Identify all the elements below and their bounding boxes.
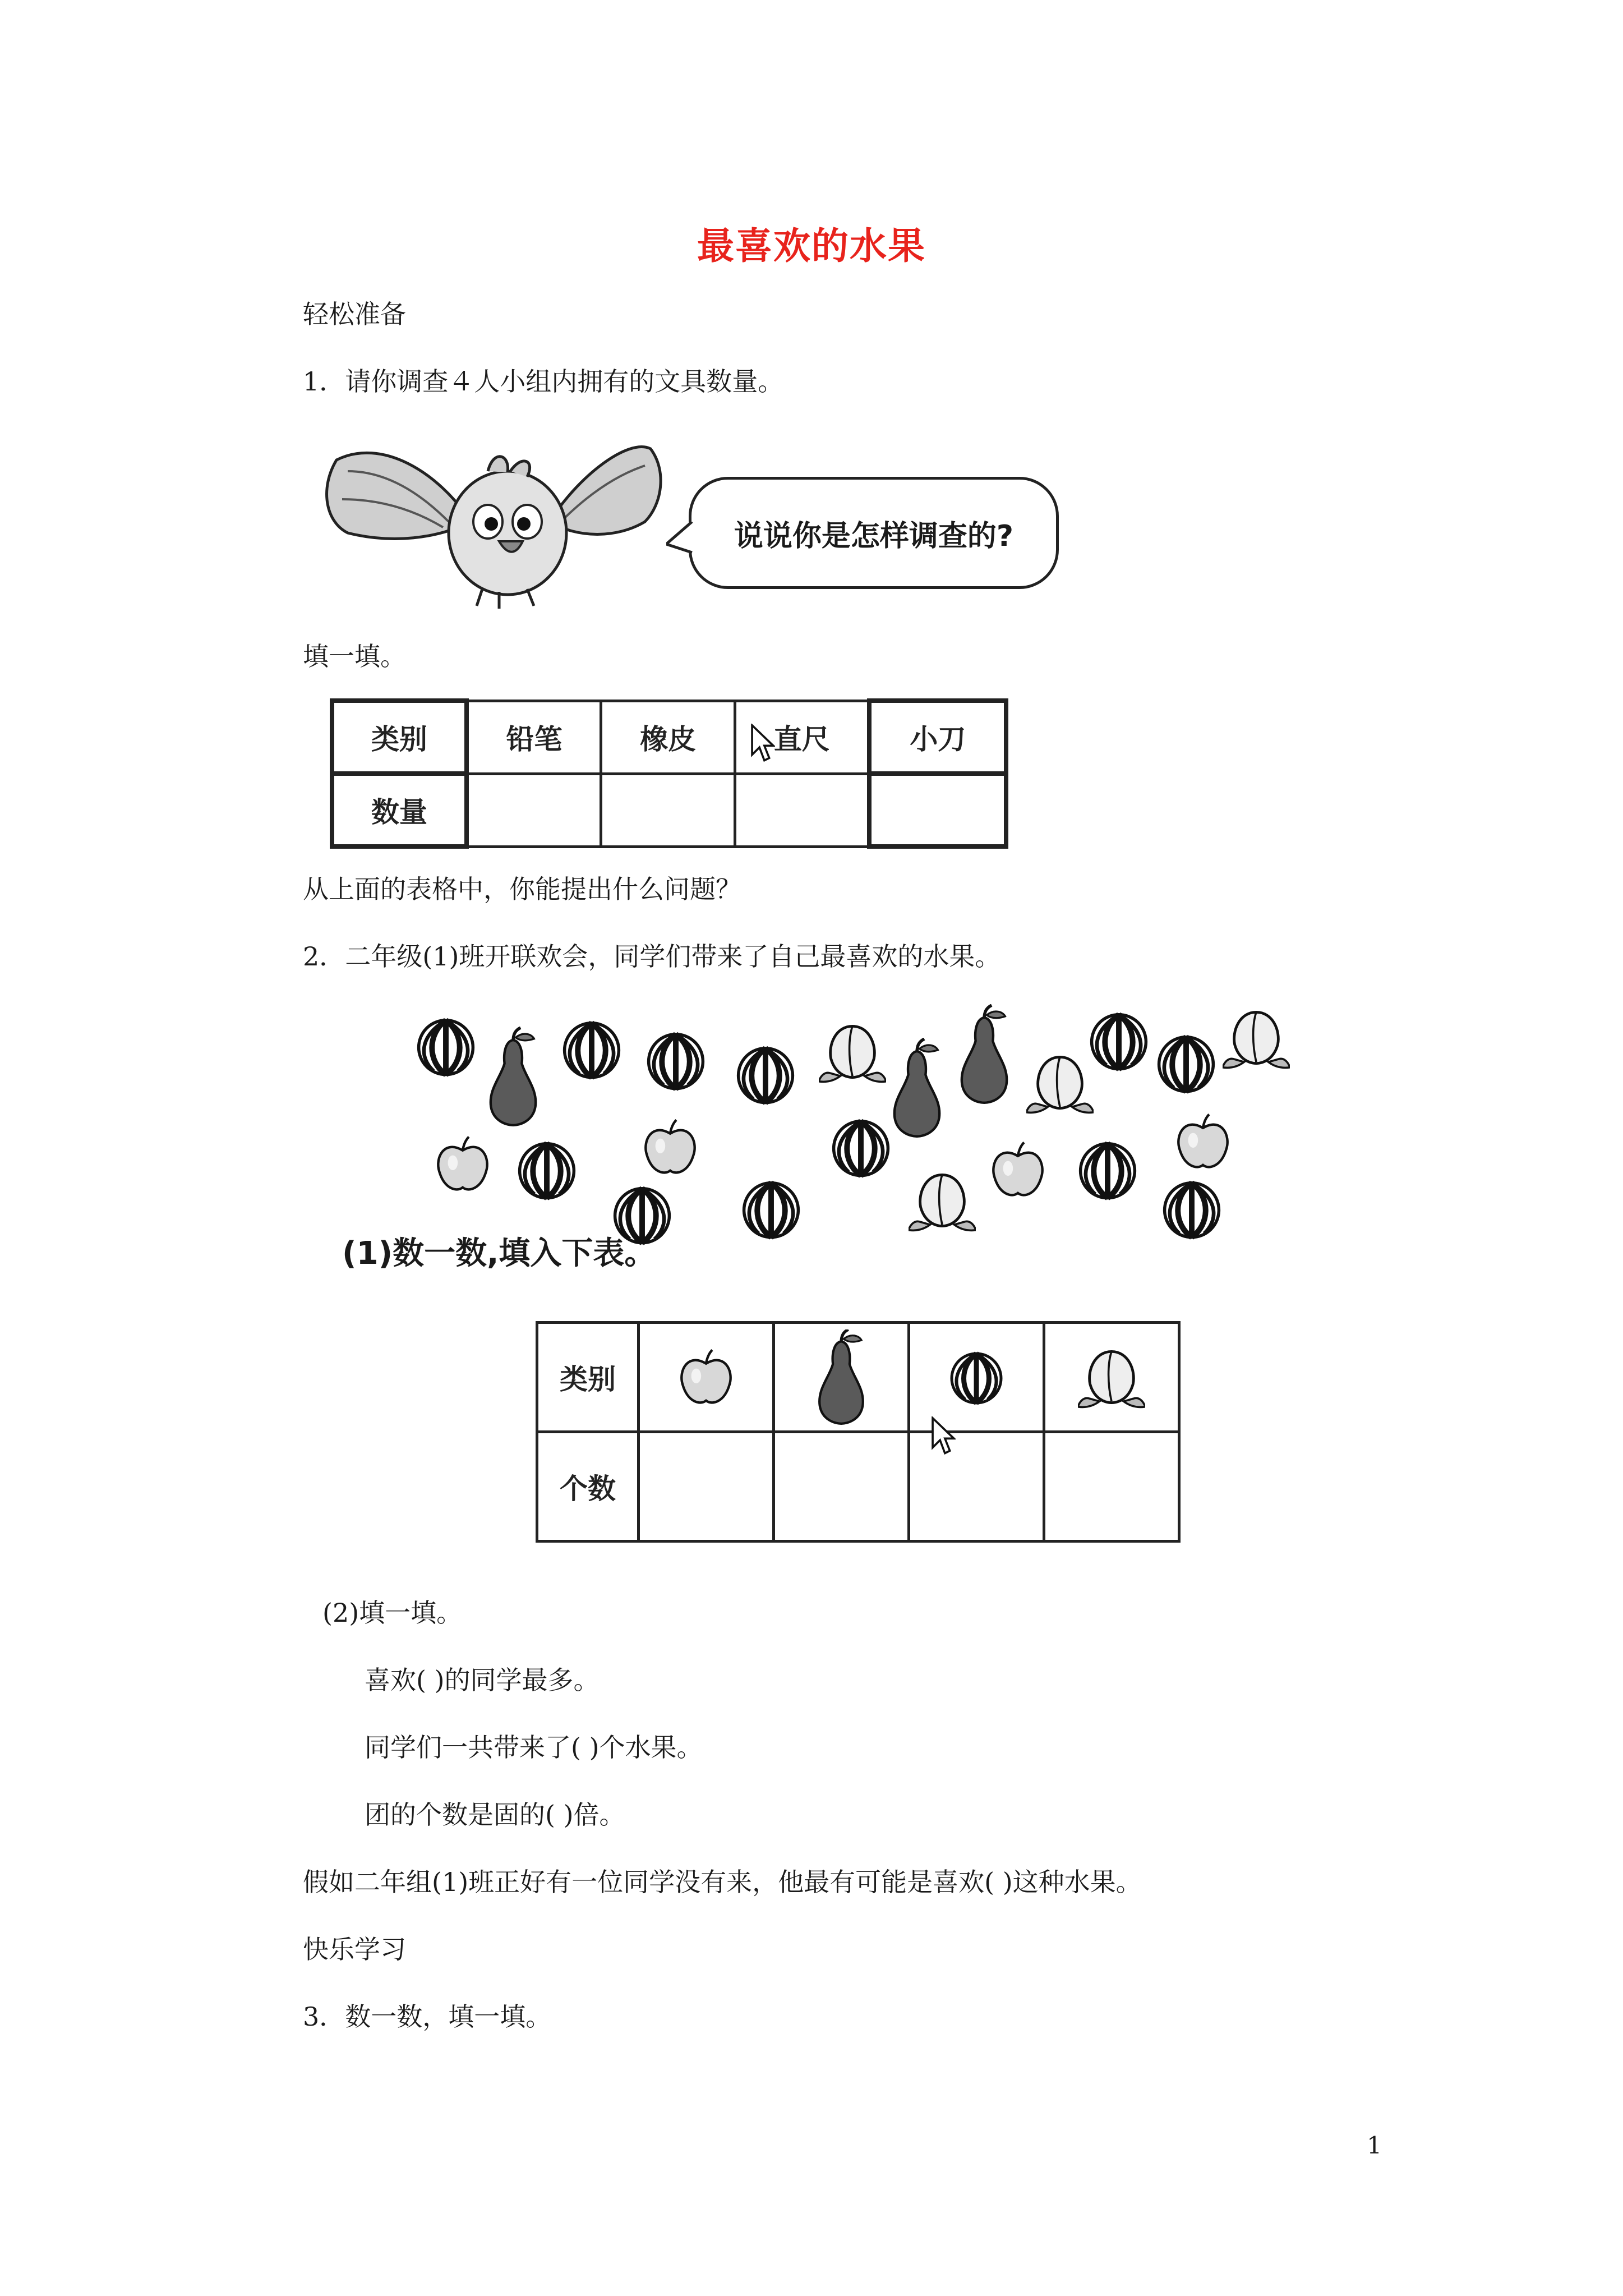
table1-header-eraser: 橡皮 bbox=[601, 701, 735, 774]
stationery-table bbox=[330, 698, 1008, 849]
table1-cell-pencil[interactable] bbox=[467, 774, 601, 846]
speech-bubble bbox=[689, 477, 1059, 589]
bird-illustration bbox=[314, 426, 673, 617]
watermelon-icon bbox=[735, 1043, 796, 1105]
table2-header-peach bbox=[1044, 1323, 1179, 1432]
pear-icon bbox=[810, 1329, 872, 1425]
peach-icon bbox=[819, 1018, 886, 1085]
table2-cell-apple[interactable] bbox=[639, 1432, 774, 1542]
fill-line-1: 喜欢( )的同学最多。 bbox=[365, 1665, 600, 1695]
fill-instruction-1: 填一填。 bbox=[303, 641, 406, 671]
table2-label-count: 个数 bbox=[537, 1432, 639, 1542]
peach-icon bbox=[1078, 1343, 1145, 1411]
pear-icon bbox=[953, 1004, 1015, 1105]
watermelon-icon bbox=[830, 1116, 892, 1178]
watermelon-icon bbox=[516, 1139, 578, 1200]
bubble-tail bbox=[666, 522, 694, 555]
table2-header-watermelon bbox=[909, 1323, 1044, 1432]
question-2-extra: 假如二年组(1)班正好有一位同学没有来，他最有可能是喜欢( )这种水果。 bbox=[303, 1867, 1142, 1897]
watermelon-icon bbox=[645, 1029, 707, 1091]
table2-cell-peach[interactable] bbox=[1044, 1432, 1179, 1542]
peach-icon bbox=[909, 1167, 976, 1234]
apple-icon bbox=[675, 1346, 737, 1408]
peach-icon bbox=[1026, 1049, 1094, 1116]
question-1-followup: 从上面的表格中，你能提出什么问题？ bbox=[303, 874, 741, 904]
table1-label-quantity: 数量 bbox=[332, 774, 467, 846]
peach-icon bbox=[1223, 1004, 1290, 1071]
watermelon-icon bbox=[740, 1178, 802, 1240]
page-title: 最喜欢的水果 bbox=[697, 224, 926, 268]
apple-icon bbox=[639, 1116, 701, 1178]
apple-icon bbox=[432, 1133, 494, 1195]
fruit-illustration bbox=[415, 1004, 1368, 1240]
table1-header-ruler: 直尺 bbox=[735, 701, 869, 774]
table1-header-knife: 小刀 bbox=[869, 701, 1006, 774]
watermelon-icon bbox=[1161, 1178, 1223, 1240]
table2-cell-pear[interactable] bbox=[774, 1432, 909, 1542]
fruit-count-table bbox=[536, 1321, 1181, 1543]
table1-header-category: 类别 bbox=[332, 701, 467, 774]
section-heading-prepare: 轻松准备 bbox=[303, 299, 406, 329]
table2-header-pear bbox=[774, 1323, 909, 1432]
mouse-cursor-icon bbox=[750, 724, 775, 763]
section-heading-learn: 快乐学习 bbox=[303, 1934, 406, 1964]
watermelon-icon bbox=[561, 1018, 623, 1080]
apple-icon bbox=[1172, 1111, 1234, 1172]
watermelon-icon bbox=[1088, 1010, 1150, 1071]
watermelon-icon bbox=[948, 1349, 1004, 1405]
question-1: 1．请你调查４人小组内拥有的文具数量。 bbox=[303, 366, 784, 397]
apple-icon bbox=[987, 1139, 1049, 1200]
fill-line-3: 团的个数是固的( )倍。 bbox=[365, 1800, 625, 1830]
question-2-part-2: (2)填一填。 bbox=[322, 1598, 463, 1628]
fill-line-2: 同学们一共带来了( )个水果。 bbox=[365, 1732, 703, 1763]
table1-cell-eraser[interactable] bbox=[601, 774, 735, 846]
question-2: 2．二年级(1)班开联欢会，同学们带来了自己最喜欢的水果。 bbox=[303, 941, 1001, 972]
question-2-part-1: (1)数一数,填入下表。 bbox=[342, 1235, 656, 1272]
pear-icon bbox=[886, 1038, 948, 1139]
table1-header-pencil: 铅笔 bbox=[467, 701, 601, 774]
page-number: 1 bbox=[1367, 2132, 1382, 2159]
table2-header-category: 类别 bbox=[537, 1323, 639, 1432]
question-3: 3．数一数，填一填。 bbox=[303, 2001, 552, 2032]
table1-cell-knife[interactable] bbox=[869, 774, 1006, 846]
watermelon-icon bbox=[415, 1015, 477, 1077]
bubble-text: 说说你是怎样调查的? bbox=[734, 519, 1014, 553]
watermelon-icon bbox=[1077, 1139, 1138, 1200]
table2-cell-watermelon[interactable] bbox=[909, 1432, 1044, 1542]
table1-cell-ruler[interactable] bbox=[735, 774, 869, 846]
pear-icon bbox=[482, 1027, 544, 1128]
watermelon-icon bbox=[1155, 1032, 1217, 1094]
table2-header-apple bbox=[639, 1323, 774, 1432]
mouse-cursor-icon bbox=[931, 1416, 956, 1456]
